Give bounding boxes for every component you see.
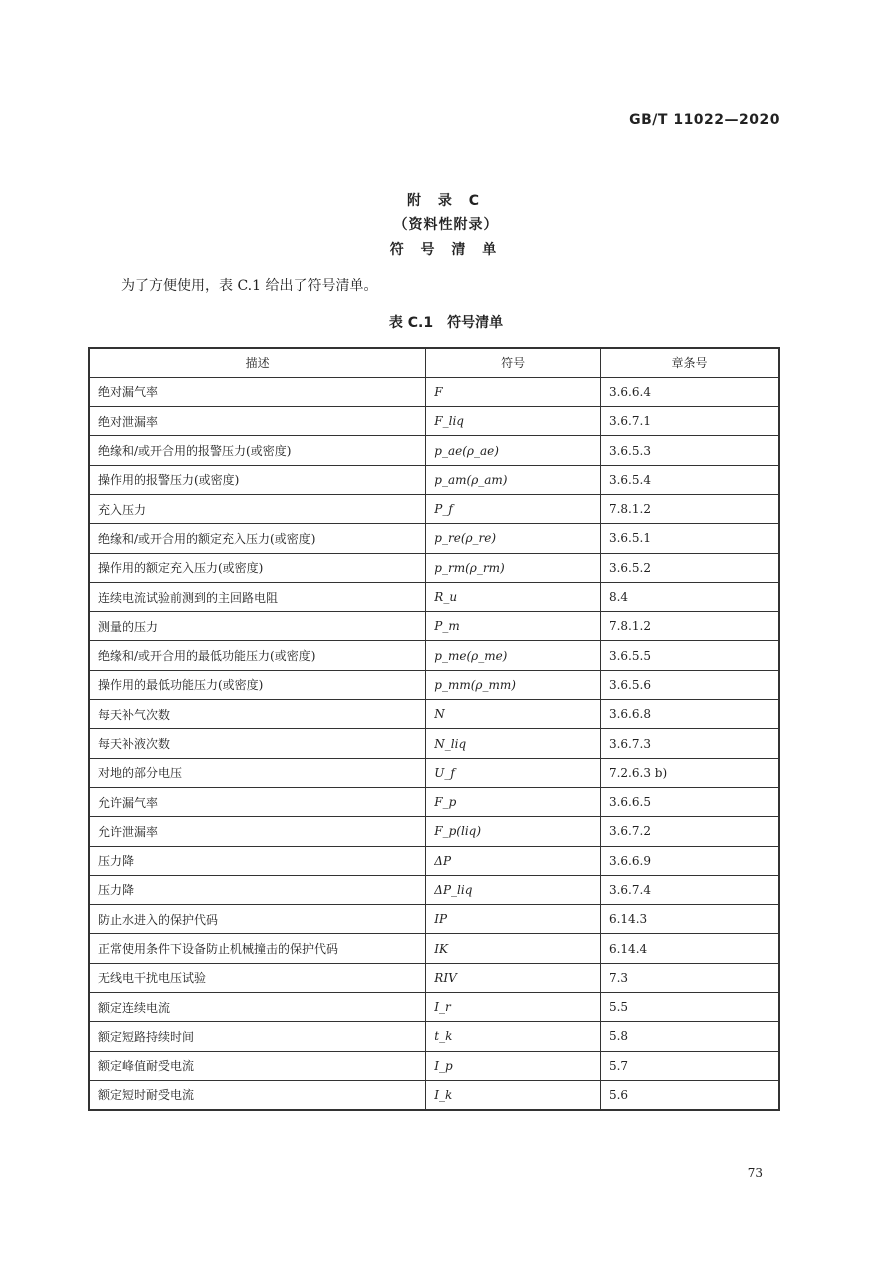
table-header-row [89, 348, 779, 377]
standard-code: GB/T 11022—2020 [629, 112, 780, 128]
cell-description: 绝对泄漏率 [89, 407, 426, 436]
table-row [89, 875, 779, 904]
cell-symbol: IK [426, 934, 601, 963]
cell-description: 操作用的报警压力(或密度) [89, 465, 426, 494]
cell-clause: 3.6.5.5 [600, 641, 779, 670]
cell-symbol: R_u [426, 582, 601, 611]
cell-symbol: P_m [426, 612, 601, 641]
cell-symbol: F_p(liq) [426, 817, 601, 846]
cell-symbol: p_am(ρ_am) [426, 465, 601, 494]
cell-clause: 3.6.5.4 [600, 465, 779, 494]
cell-clause: 7.3 [600, 963, 779, 992]
cell-description: 无线电干扰电压试验 [89, 963, 426, 992]
cell-description: 正常使用条件下设备防止机械撞击的保护代码 [89, 934, 426, 963]
table-row [89, 817, 779, 846]
table-row [89, 963, 779, 992]
cell-clause: 3.6.6.5 [600, 787, 779, 816]
table-row [89, 465, 779, 494]
cell-clause: 7.8.1.2 [600, 494, 779, 523]
cell-symbol: I_p [426, 1051, 601, 1080]
table-row [89, 758, 779, 787]
cell-clause: 3.6.7.1 [600, 407, 779, 436]
table-row [89, 787, 779, 816]
table-row [89, 1051, 779, 1080]
cell-symbol: p_re(ρ_re) [426, 524, 601, 553]
cell-symbol: p_rm(ρ_rm) [426, 553, 601, 582]
table-row [89, 905, 779, 934]
cell-clause: 5.6 [600, 1080, 779, 1109]
table-caption: 表 C.1 符号清单 [388, 315, 504, 331]
cell-description: 充入压力 [89, 494, 426, 523]
table-row [89, 1080, 779, 1109]
cell-clause: 3.6.7.4 [600, 875, 779, 904]
cell-clause: 3.6.7.2 [600, 817, 779, 846]
cell-symbol: P_f [426, 494, 601, 523]
cell-clause: 3.6.7.3 [600, 729, 779, 758]
cell-description: 每天补液次数 [89, 729, 426, 758]
cell-description: 测量的压力 [89, 612, 426, 641]
cell-clause: 3.6.6.8 [600, 700, 779, 729]
cell-clause: 7.8.1.2 [600, 612, 779, 641]
cell-description: 绝缘和/或开合用的报警压力(或密度) [89, 436, 426, 465]
table-row [89, 670, 779, 699]
cell-symbol: p_me(ρ_me) [426, 641, 601, 670]
table-row [89, 553, 779, 582]
table-row [89, 407, 779, 436]
cell-symbol: p_mm(ρ_mm) [426, 670, 601, 699]
symbol-table [88, 347, 780, 1111]
annex-name: 符 号 清 单 [389, 242, 503, 258]
cell-description: 防止水进入的保护代码 [89, 905, 426, 934]
cell-description: 每天补气次数 [89, 700, 426, 729]
cell-clause: 3.6.6.9 [600, 846, 779, 875]
table-row [89, 377, 779, 406]
cell-clause: 5.5 [600, 993, 779, 1022]
table-row [89, 1022, 779, 1051]
cell-description: 压力降 [89, 846, 426, 875]
cell-description: 额定峰值耐受电流 [89, 1051, 426, 1080]
cell-symbol: U_f [426, 758, 601, 787]
cell-clause: 7.2.6.3 b) [600, 758, 779, 787]
cell-description: 绝缘和/或开合用的额定充入压力(或密度) [89, 524, 426, 553]
cell-symbol: ΔP_liq [426, 875, 601, 904]
cell-symbol: I_k [426, 1080, 601, 1109]
cell-description: 额定短时耐受电流 [89, 1080, 426, 1109]
cell-symbol: t_k [426, 1022, 601, 1051]
annex-title: 附 录 C [406, 193, 486, 209]
table-row [89, 582, 779, 611]
column-header-symbol: 符号 [426, 348, 601, 377]
page-number: 73 [747, 1166, 763, 1180]
cell-symbol: N_liq [426, 729, 601, 758]
cell-clause: 3.6.5.2 [600, 553, 779, 582]
cell-description: 绝缘和/或开合用的最低功能压力(或密度) [89, 641, 426, 670]
cell-description: 额定连续电流 [89, 993, 426, 1022]
cell-symbol: RIV [426, 963, 601, 992]
cell-clause: 3.6.5.3 [600, 436, 779, 465]
cell-symbol: ΔP [426, 846, 601, 875]
cell-description: 压力降 [89, 875, 426, 904]
column-header-clause: 章条号 [600, 348, 779, 377]
cell-description: 对地的部分电压 [89, 758, 426, 787]
cell-clause: 6.14.4 [600, 934, 779, 963]
cell-clause: 5.7 [600, 1051, 779, 1080]
cell-clause: 5.8 [600, 1022, 779, 1051]
cell-symbol: p_ae(ρ_ae) [426, 436, 601, 465]
cell-clause: 8.4 [600, 582, 779, 611]
cell-symbol: F [426, 377, 601, 406]
cell-clause: 3.6.6.4 [600, 377, 779, 406]
cell-description: 操作用的最低功能压力(或密度) [89, 670, 426, 699]
cell-description: 允许泄漏率 [89, 817, 426, 846]
cell-description: 绝对漏气率 [89, 377, 426, 406]
annex-type: （资料性附录） [393, 217, 499, 233]
table-row [89, 993, 779, 1022]
table-row [89, 494, 779, 523]
cell-symbol: F_p [426, 787, 601, 816]
cell-symbol: I_r [426, 993, 601, 1022]
cell-symbol: N [426, 700, 601, 729]
cell-description: 额定短路持续时间 [89, 1022, 426, 1051]
column-header-description: 描述 [89, 348, 426, 377]
table-row [89, 436, 779, 465]
cell-clause: 3.6.5.1 [600, 524, 779, 553]
table-row [89, 934, 779, 963]
table-row [89, 700, 779, 729]
cell-clause: 3.6.5.6 [600, 670, 779, 699]
cell-description: 连续电流试验前测到的主回路电阻 [89, 582, 426, 611]
intro-paragraph: 为了方便使用，表 C.1 给出了符号清单。 [121, 278, 378, 294]
cell-symbol: IP [426, 905, 601, 934]
table-row [89, 524, 779, 553]
cell-description: 允许漏气率 [89, 787, 426, 816]
table-row [89, 846, 779, 875]
table-row [89, 612, 779, 641]
table-row [89, 729, 779, 758]
table-row [89, 641, 779, 670]
cell-description: 操作用的额定充入压力(或密度) [89, 553, 426, 582]
cell-symbol: F_liq [426, 407, 601, 436]
cell-clause: 6.14.3 [600, 905, 779, 934]
